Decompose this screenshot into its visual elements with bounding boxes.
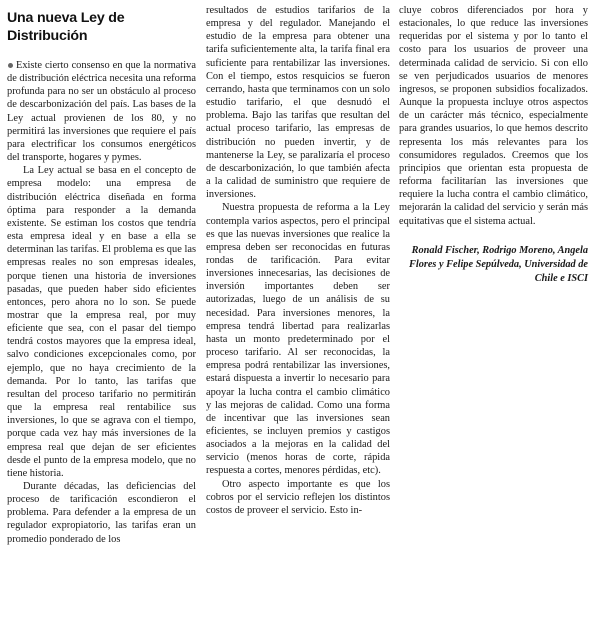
paragraph: La Ley actual se basa en el concepto de empresa modelo: una empresa de distribución eléctrica diseñada en forma óptima para responder a la demanda existente. Se estiman los costos que tendría esta empresa ideal y en base a ella se determinan las tarifas. El problema es que las empresas reales no son empresas ideales, porque tienen una historia de inversiones pasadas, que pueden haber sido eficientes entonces, pero ahora no lo son. Se puede mostrar que la empresa real, por muy eficiente que sea, con el pasar del tiempo tendrá costos mayores que la empresa ideal, salvo condiciones excepcionales como, por ejemplo, que no haya crecimiento de la demanda. Por lo tanto, las tarifas que resultan del proceso tarifario no permitirán que la empresa real rentabilice sus inversiones, lo que se agrava con el tiempo, porque cada vez hay más inversiones de la empresa real que dejan de ser eficientes desde el punto de la empresa modelo, que no tiene historia.	[7, 165, 196, 479]
paragraph: Durante décadas, las deficiencias del proceso de tarificación escondieron el problema. Para defender a la empresa de un regulador expropiatorio, las tarifas eran un promedio ponderado de los	[7, 481, 196, 545]
article-title: Una nueva Ley de Distribución	[7, 10, 125, 44]
column-3	[399, 4, 588, 286]
column-1	[7, 4, 196, 546]
paragraph: cluye cobros diferenciados por hora y estacionales, lo que reduce las inversiones requeridas por el sistema y por lo tanto el costo para los usuarios de proveer una determinada calidad de servicio. Si con ello se ven perjudicados usuarios de menores ingresos, se proponen subsidios focalizados. Aunque la propuesta incluye otros aspectos de un carácter más técnico, especialmente para grandes usuarios, lo que hemos descrito representa los más relevantes para los consumidores regulados. Creemos que los principios que orientan esta propuesta de reforma facilitarían las inversiones que requiere la lucha contra el cambio climático, mejorarán la calidad del servicio y serán más equitativas que el sistema actual.	[399, 5, 588, 227]
paragraph	[7, 59, 196, 164]
bullet-icon	[8, 63, 13, 68]
paragraph: Otro aspecto importante es que los cobros por el servicio reflejen los distintos costos de proveer el servicio. Esto in-	[206, 478, 390, 516]
paragraph-text: Existe cierto consenso en que la normativa de distribución eléctrica necesita una reforma profunda para no ser un obstáculo al proceso de descarbonización del país. Las bases de la Ley actual provienen de los 80, y no permitirá las inversiones que requiere el país para electrificar los consumos energéticos del transporte, hogares y pymes.	[7, 60, 196, 164]
paragraph: resultados de estudios tarifarios de la empresa y del regulador. Manejando el estudio de la empresa para obtener una tarifa suficientemente alta, la tarifa final era suficiente para rentabilizar las inversiones. Con el tiempo, estos resquicios se fueron cerrando, hasta que terminamos con un solo estudio tarifario, el que desnudó el problema. Bajo las tarifas que resultan del actual proceso tarifario, las empresas de distribución no pueden invertir, y de mantenerse la Ley, se paralizaría el proceso de descarbonización, lo que también afecta a la calidad de suministro que requiere de inversiones.	[206, 5, 390, 201]
paragraph: Nuestra propuesta de reforma a la Ley contempla varios aspectos, pero el principal es que las nuevas inversiones que realice la empresa deben ser reconocidas en futuras rondas de tarificación. Para evitar inversiones innecesarias, las decisiones de inversión importantes deben ser autorizadas, luego de un análisis de su necesidad. Para inversiones menores, la empresa tendrá libertad para realizarlas hasta un monto predeterminado por el proceso tarifario. Al ser reconocidas, la empresa podrá rentabilizar las inversiones, estará dispuesta a invertir lo necesario para apoyar la lucha contra el cambio climático y las mejoras de calidad. Como una forma de incentivar que las inversiones sean eficientes, se incluyen premios y castigos asociados a la mejoras en la calidad del servicio (menos horas de corte, rápida respuesta a cortes, menores pérdidas, etc).	[206, 202, 390, 477]
author-signature: Ronald Fischer, Rodrigo Moreno, Angela Flores y Felipe Sepúlveda, Universidad de Chile e ISCI	[408, 244, 588, 285]
column-2	[206, 4, 390, 517]
